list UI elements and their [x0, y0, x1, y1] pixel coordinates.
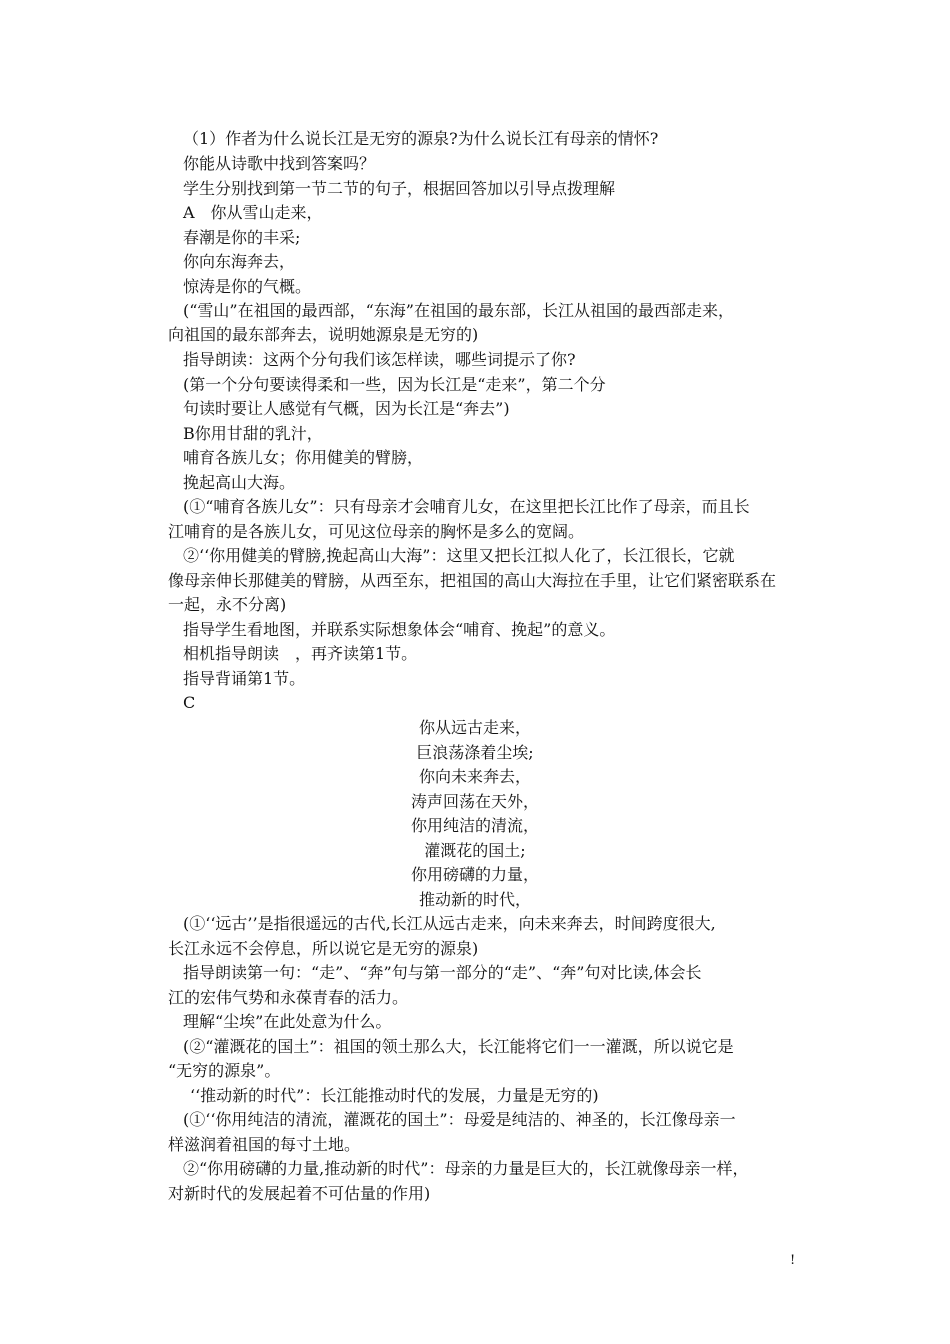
text-line: 相机指导朗读 ，再齐读第1节。: [183, 644, 418, 663]
text-line: ②“你用磅礴的力量,推动新的时代”：母亲的力量是巨大的，长江就像母亲一样，: [183, 1159, 749, 1178]
text-line: 理解“尘埃”在此处意为什么。: [183, 1012, 392, 1031]
text-line: C: [183, 693, 196, 712]
poem-line: 你用磅礴的力量，: [410, 865, 539, 884]
text-line: 哺育各族儿女；你用健美的臂膀，: [183, 448, 424, 467]
text-line: 你能从诗歌中找到答案吗？: [183, 154, 376, 173]
text-line: 江的宏伟气势和永葆青春的活力。: [168, 988, 409, 1007]
text-line: (①‘‘你用纯洁的清流，灌溉花的国土”：母爱是纯洁的、神圣的，长江像母亲一: [183, 1110, 736, 1129]
text-line: 样滋润着祖国的每寸土地。: [168, 1135, 361, 1154]
text-line: 指导朗读：这两个分句我们该怎样读，哪些词提示了你?: [183, 350, 576, 369]
poem-line: 涛声回荡在天外，: [410, 792, 539, 811]
text-line: “无穷的源泉”。: [168, 1061, 281, 1080]
poem-line: 你从远古走来，: [418, 718, 531, 737]
text-line: B你用甘甜的乳汁，: [183, 424, 323, 443]
text-line: 像母亲伸长那健美的臂膀，从西至东，把祖国的高山大海拉在手里，让它们紧密联系在: [168, 571, 777, 590]
page-mark: !: [790, 1253, 796, 1268]
text-line: 学生分别找到第一节二节的句子，根据回答加以引导点拨理解: [183, 179, 616, 198]
text-line: 春潮是你的丰采;: [183, 228, 301, 247]
text-line: （1）作者为什么说长江是无穷的源泉?为什么说长江有母亲的情怀?: [183, 129, 659, 148]
text-line: 挽起高山大海。: [183, 473, 296, 492]
text-line: 江哺育的是各族儿女，可见这位母亲的胸怀是多么的宽阔。: [168, 522, 585, 541]
poem-line: 推动新的时代，: [418, 890, 531, 909]
poem-line: 你向未来奔去，: [418, 767, 531, 786]
poem-line: 巨浪荡涤着尘埃;: [416, 743, 534, 762]
text-line: (“雪山”在祖国的最西部，“东海”在祖国的最东部，长江从祖国的最西部走来，: [183, 301, 734, 320]
text-line: A 你从雪山走来，: [183, 203, 323, 222]
text-line: 指导朗读第一句：“走”、“奔”句与第一部分的“走”、“奔”句对比读,体会长: [183, 963, 702, 982]
text-line: 长江永远不会停息，所以说它是无穷的源泉): [168, 939, 479, 958]
poem-line: 你用纯洁的清流，: [410, 816, 539, 835]
text-line: (第一个分句要读得柔和一些，因为长江是“走来”，第二个分: [183, 375, 606, 394]
text-line: ‘‘推动新的时代”：长江能推动时代的发展，力量是无穷的): [190, 1086, 599, 1105]
text-line: 你向东海奔去，: [183, 252, 296, 271]
text-line: 句读时要让人感觉有气概，因为长江是“奔去”): [183, 399, 510, 418]
text-line: 一起，永不分离): [168, 595, 287, 614]
text-line: 指导背诵第1节。: [183, 669, 306, 688]
text-line: 向祖国的最东部奔去，说明她源泉是无穷的): [168, 325, 479, 344]
text-line: 指导学生看地图，并联系实际想象体会“哺育、挽起”的意义。: [183, 620, 616, 639]
text-line: 对新时代的发展起着不可估量的作用): [168, 1184, 431, 1203]
text-line: (①‘‘远古’’是指很遥远的古代,长江从远古走来，向未来奔去，时间跨度很大,: [183, 914, 716, 933]
text-line: ②‘‘你用健美的臂膀,挽起高山大海”：这里又把长江拟人化了，长江很长，它就: [183, 546, 735, 565]
poem-line: 灌溉花的国土;: [424, 841, 526, 860]
text-line: (②“灌溉花的国土”：祖国的领土那么大，长江能将它们一一灌溉，所以说它是: [183, 1037, 734, 1056]
text-line: (①“哺育各族儿女”：只有母亲才会哺育儿女，在这里把长江比作了母亲，而且长: [183, 497, 750, 516]
text-line: 惊涛是你的气概。: [183, 277, 312, 296]
